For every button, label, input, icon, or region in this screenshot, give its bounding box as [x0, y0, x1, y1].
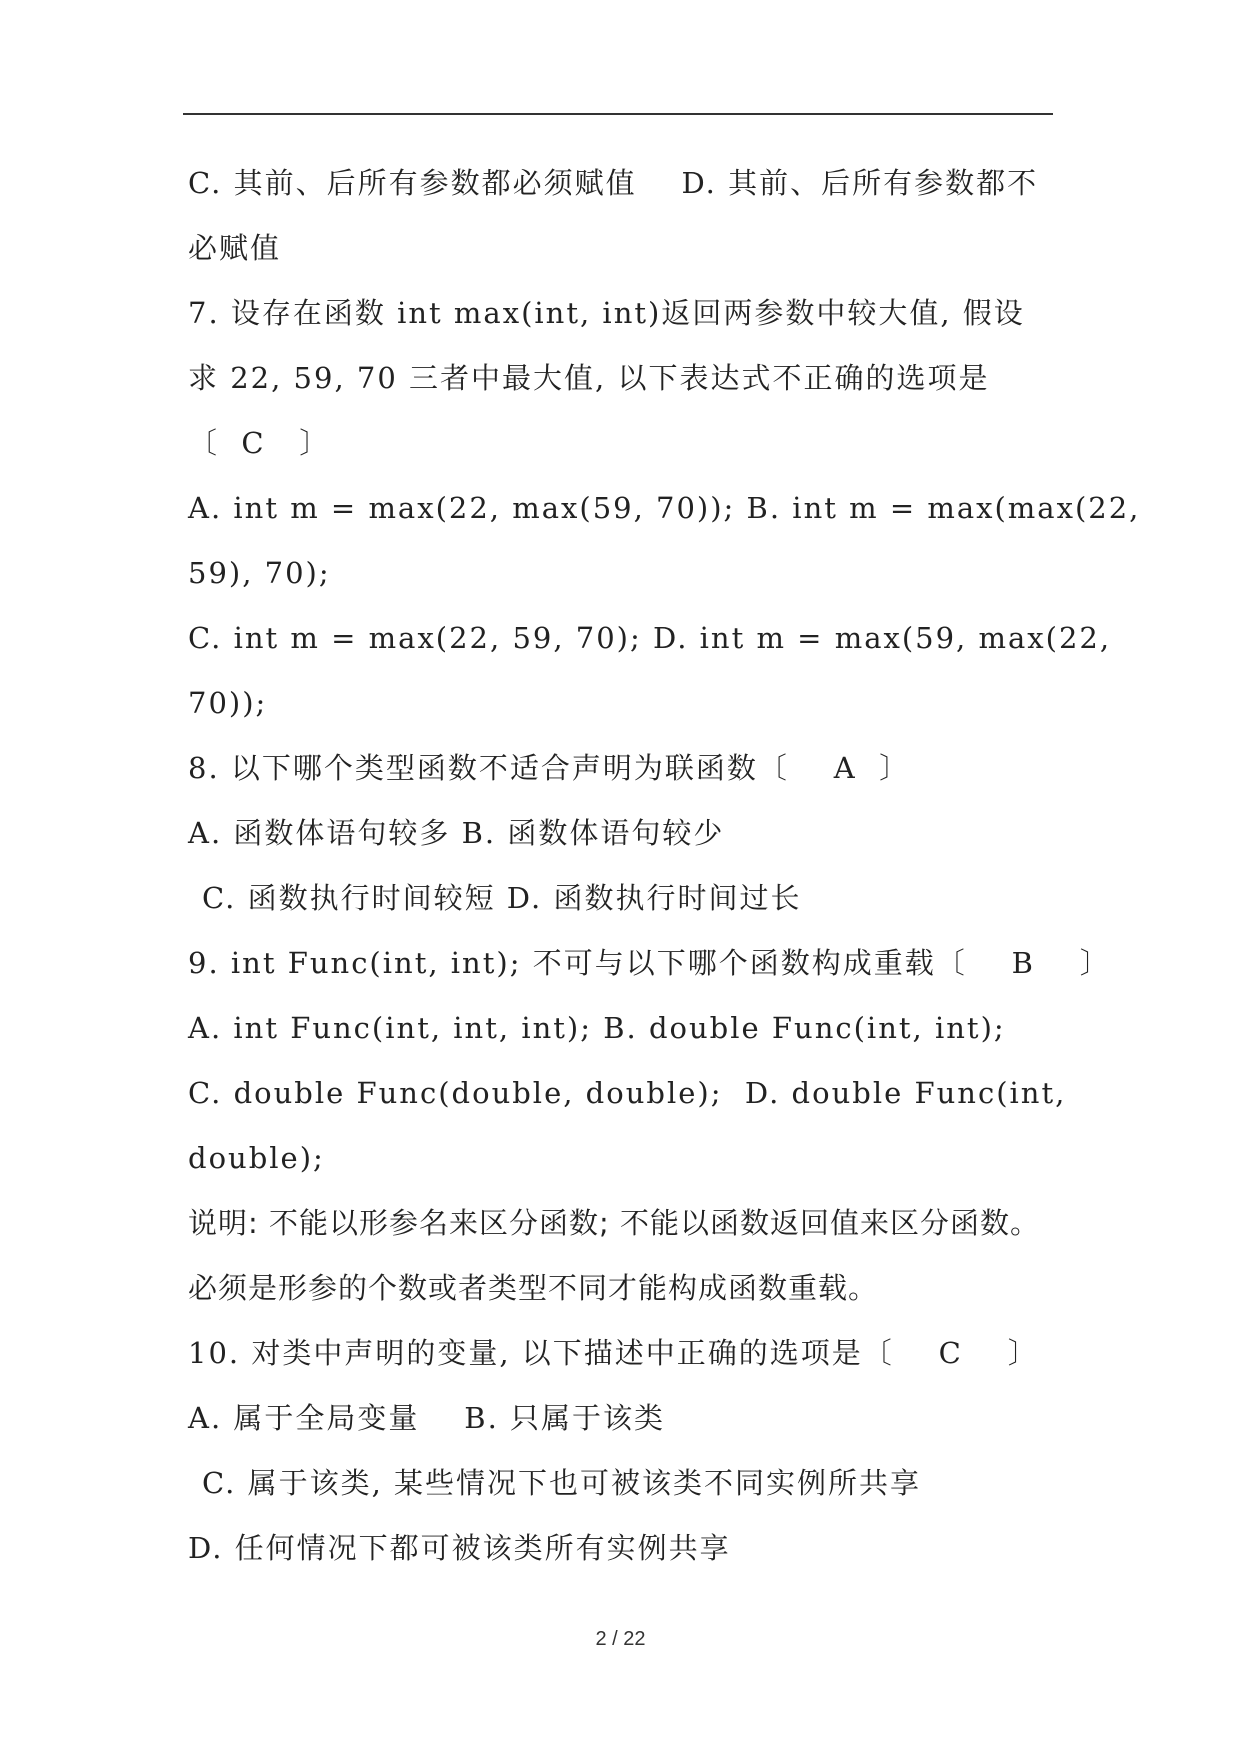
question-7-answer: 〔 C 〕 — [188, 426, 331, 460]
question-7-stem: 7. 设存在函数 int max(int, int)返回两参数中较大值, 假设 — [188, 296, 1025, 330]
question-9-stem: 9. int Func(int, int); 不可与以下哪个函数构成重载〔 B 〕 — [188, 946, 1111, 980]
question-10-option-d: D. 任何情况下都可被该类所有实例共享 — [188, 1531, 731, 1565]
question-7-stem-cont: 求 22, 59, 70 三者中最大值, 以下表达式不正确的选项是 — [188, 361, 990, 395]
question-6-options-cd: C. 其前、后所有参数都必须赋值 D. 其前、后所有参数都不 — [188, 166, 1039, 200]
question-7-options-cd-cont: 70)); — [188, 686, 268, 720]
question-7-options-cd: C. int m = max(22, 59, 70); D. int m = max(59, max(22, — [188, 621, 1112, 655]
question-6-options-cd-cont: 必赋值 — [188, 231, 282, 265]
question-9-explanation-cont: 必须是形参的个数或者类型不同才能构成函数重载。 — [188, 1271, 879, 1305]
question-7-options-ab-cont: 59), 70); — [188, 556, 331, 590]
question-9-options-cd-cont: double); — [188, 1141, 325, 1175]
question-10-options-ab: A. 属于全局变量 B. 只属于该类 — [188, 1401, 666, 1435]
question-8-options-ab: A. 函数体语句较多 B. 函数体语句较少 — [188, 816, 725, 850]
question-7-options-ab: A. int m = max(22, max(59, 70)); B. int m = max(max(22, — [188, 491, 1141, 525]
question-9-explanation: 说明: 不能以形参名来区分函数; 不能以函数返回值来区分函数。 — [188, 1206, 1040, 1240]
question-9-options-cd: C. double Func(double, double); D. double Func(int, — [188, 1076, 1067, 1110]
question-10-stem: 10. 对类中声明的变量, 以下描述中正确的选项是〔 C 〕 — [188, 1336, 1039, 1370]
question-9-options-ab: A. int Func(int, int, int); B. double Func(int, int); — [188, 1011, 1006, 1045]
header-rule — [183, 113, 1053, 115]
question-8-options-cd: C. 函数执行时间较短 D. 函数执行时间过长 — [202, 881, 802, 915]
question-10-option-c: C. 属于该类, 某些情况下也可被该类不同实例所共享 — [202, 1466, 922, 1500]
page-number: 2 / 22 — [595, 1628, 646, 1650]
question-8-stem: 8. 以下哪个类型函数不适合声明为联函数〔 A 〕 — [188, 751, 911, 785]
